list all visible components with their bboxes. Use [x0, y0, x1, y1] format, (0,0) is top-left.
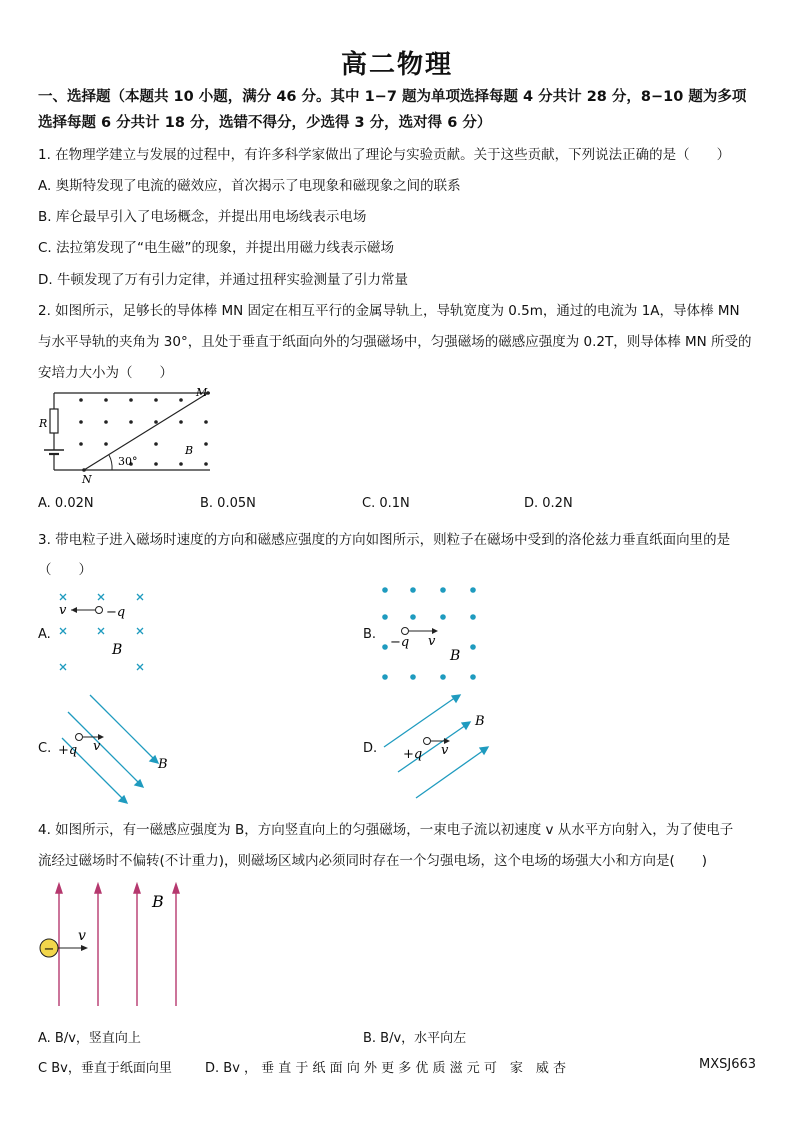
q3a-label-q: −q — [106, 605, 126, 620]
q2-option-d: D. 0.2N — [524, 496, 573, 511]
q1-option-a: A. 奥斯特发现了电流的磁效应，首次揭示了电现象和磁现象之间的联系 — [38, 178, 461, 194]
q2-fig-label-r: R — [39, 417, 48, 430]
page-title: 高二物理 — [340, 50, 453, 80]
q3-option-c: C. — [38, 741, 52, 756]
q3c-label-q: +q — [58, 743, 78, 758]
q1-option-c: C. 法拉第发现了“电生磁”的现象，并提出用磁力线表示磁场 — [38, 240, 394, 256]
q3c-label-b: B — [158, 757, 168, 772]
q3d-label-b: B — [475, 714, 485, 729]
q2-option-b: B. 0.05N — [200, 496, 256, 511]
q3-figure-b — [376, 584, 486, 684]
q2-fig-label-b: B — [185, 444, 194, 457]
q1-stem: 1. 在物理学建立与发展的过程中，有许多科学家做出了理论与实验贡献。关于这些贡献，下列说法正确的是（ ） — [38, 147, 731, 163]
q4-option-a: A. B/v，竖直向上 — [38, 1031, 141, 1046]
q4-stem-line1: 4. 如图所示，有一磁感应强度为 B，方向竖直向上的匀强磁场，一束电子流以初速度 v 从水平方向射入，为了使电子 — [38, 822, 734, 838]
q4-option-d: D. Bv ， 垂 直 于 纸 面 向 外 更 多 优 质 滋 元 可 家 威 杏 — [205, 1061, 567, 1076]
q1-option-b: B. 库仑最早引入了电场概念，并提出用电场线表示电场 — [38, 209, 367, 225]
q2-stem-line2: 与水平导轨的夹角为 30°，且处于垂直于纸面向外的匀强磁场中，匀强磁场的磁感应强度为 0.2T，则导体棒 MN 所受的 — [38, 334, 752, 350]
q3-option-d: D. — [363, 741, 378, 756]
q2-fig-label-angle: 30° — [118, 455, 138, 468]
q3-figure-a — [52, 588, 162, 678]
q4-label-b: B — [152, 892, 164, 911]
q4-label-v: v — [78, 928, 86, 944]
q2-figure-rails — [36, 382, 220, 488]
q2-stem-line3: 安培力大小为（ ） — [38, 365, 173, 381]
footer-code: MXSJ663 — [699, 1057, 757, 1072]
q3c-label-v: v — [93, 739, 101, 754]
q4-option-b: B. B/v，水平向左 — [363, 1031, 467, 1046]
q2-fig-label-n: N — [82, 473, 92, 486]
q3-option-a: A. — [38, 627, 51, 642]
q3a-label-v: v — [59, 603, 67, 618]
section-heading-line2: 选择每题 6 分共计 18 分，选错不得分，少选得 3 分，选对得 6 分） — [38, 115, 492, 131]
q2-stem-line1: 2. 如图所示，足够长的导体棒 MN 固定在相互平行的金属导轨上，导轨宽度为 0.5m，通过的电流为 1A，导体棒 MN — [38, 303, 740, 319]
q3a-label-b: B — [112, 642, 123, 658]
section-heading-line1: 一、选择题（本题共 10 小题，满分 46 分。其中 1−7 题为单项选择每题 4 分共计 28 分，8−10 题为多项 — [38, 89, 747, 105]
q3b-label-b: B — [450, 648, 461, 664]
q2-fig-label-m: M — [196, 386, 208, 399]
q3b-label-v: v — [428, 634, 436, 649]
q1-option-d: D. 牛顿发现了万有引力定律，并通过扭秤实验测量了引力常量 — [38, 272, 408, 288]
q3-figure-c — [52, 690, 182, 805]
q2-option-a: A. 0.02N — [38, 496, 94, 511]
q4-electron-sign: − — [43, 942, 55, 957]
q3-stem-line1: 3. 带电粒子进入磁场时速度的方向和磁感应强度的方向如图所示，则粒子在磁场中受到的洛伦兹力垂直纸面向里的是 — [38, 532, 731, 548]
q3b-label-q: −q — [390, 635, 410, 650]
q3-figure-d — [376, 690, 501, 805]
q2-option-c: C. 0.1N — [362, 496, 410, 511]
q3d-label-v: v — [441, 743, 449, 758]
q3-stem-line2: （ ） — [38, 562, 92, 578]
q3-option-b: B. — [363, 627, 377, 642]
q4-figure — [36, 882, 186, 1008]
q4-stem-line2: 流经过磁场时不偏转(不计重力)，则磁场区域内必须同时存在一个匀强电场，这个电场的场强大小和方向是( ) — [38, 853, 708, 869]
q3d-label-q: +q — [403, 747, 423, 762]
q4-option-c: C Bv，垂直于纸面向里 — [38, 1061, 172, 1076]
